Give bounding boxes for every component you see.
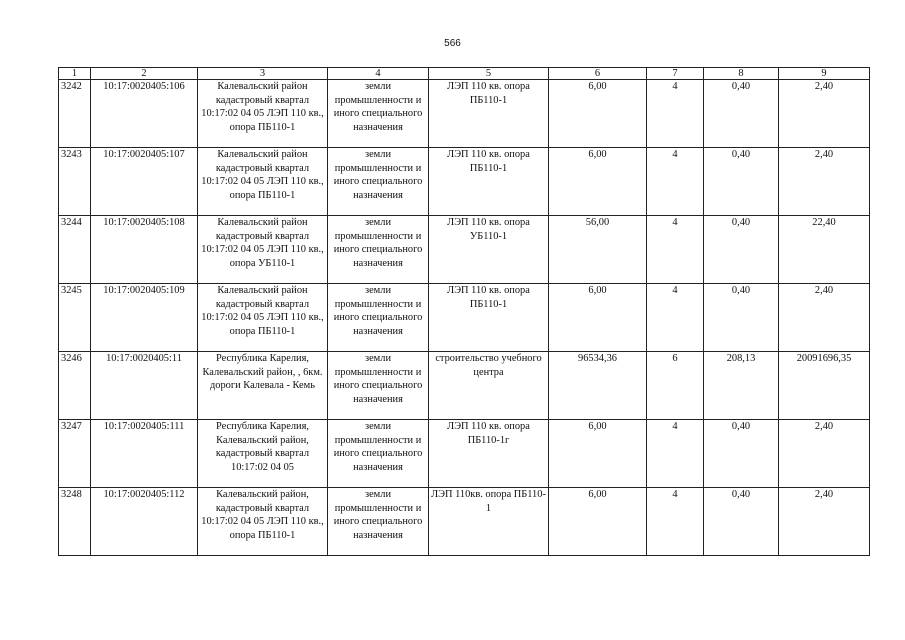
land-category: земли промышленности и иного специального назначения: [328, 80, 429, 148]
cadastral-number: 10:17:0020405:108: [91, 216, 198, 284]
table-row: [59, 216, 870, 284]
land-category: земли промышленности и иного специального назначения: [328, 148, 429, 216]
column-header: 1: [59, 68, 91, 80]
value-col-7: 4: [647, 148, 704, 216]
cadastral-number: 10:17:0020405:111: [91, 420, 198, 488]
value-col-6: 6,00: [549, 420, 647, 488]
row-number: 3246: [59, 352, 91, 420]
value-col-7: 4: [647, 488, 704, 556]
row-number: 3242: [59, 80, 91, 148]
value-col-7: 6: [647, 352, 704, 420]
value-col-8: 0,40: [704, 148, 779, 216]
value-col-9: 22,40: [779, 216, 870, 284]
value-col-8: 208,13: [704, 352, 779, 420]
value-col-8: 0,40: [704, 420, 779, 488]
value-col-6: 96534,36: [549, 352, 647, 420]
land-category: земли промышленности и иного специального назначения: [328, 420, 429, 488]
column-header: 3: [198, 68, 328, 80]
land-register-table: [58, 67, 870, 556]
value-col-6: 56,00: [549, 216, 647, 284]
value-col-8: 0,40: [704, 216, 779, 284]
table-row: [59, 284, 870, 352]
value-col-6: 6,00: [549, 148, 647, 216]
value-col-7: 4: [647, 420, 704, 488]
table-row: [59, 148, 870, 216]
address: Республика Карелия, Калевальский район, кадастровый квартал 10:17:02 04 05: [198, 420, 328, 488]
permitted-use: ЛЭП 110 кв. опора ПБ110-1г: [429, 420, 549, 488]
address: Калевальский район кадастровый квартал 10:17:02 04 05 ЛЭП 110 кв., опора УБ110-1: [198, 216, 328, 284]
value-col-7: 4: [647, 80, 704, 148]
header-row: [59, 68, 870, 80]
cadastral-number: 10:17:0020405:107: [91, 148, 198, 216]
page-number: 566: [444, 38, 461, 49]
land-category: земли промышленности и иного специального назначения: [328, 352, 429, 420]
column-header: 8: [704, 68, 779, 80]
column-header: 5: [429, 68, 549, 80]
permitted-use: строительство учебного центра: [429, 352, 549, 420]
permitted-use: ЛЭП 110кв. опора ПБ110-1: [429, 488, 549, 556]
address: Калевальский район, кадастровый квартал 10:17:02 04 05 ЛЭП 110 кв., опора ПБ110-1: [198, 488, 328, 556]
value-col-9: 2,40: [779, 284, 870, 352]
row-number: 3244: [59, 216, 91, 284]
permitted-use: ЛЭП 110 кв. опора ПБ110-1: [429, 80, 549, 148]
cadastral-number: 10:17:0020405:112: [91, 488, 198, 556]
value-col-9: 20091696,35: [779, 352, 870, 420]
column-header: 6: [549, 68, 647, 80]
value-col-9: 2,40: [779, 420, 870, 488]
address: Калевальский район кадастровый квартал 10:17:02 04 05 ЛЭП 110 кв., опора ПБ110-1: [198, 284, 328, 352]
column-header: 2: [91, 68, 198, 80]
table-row: [59, 488, 870, 556]
value-col-6: 6,00: [549, 488, 647, 556]
value-col-7: 4: [647, 284, 704, 352]
column-header: 9: [779, 68, 870, 80]
cadastral-number: 10:17:0020405:109: [91, 284, 198, 352]
row-number: 3245: [59, 284, 91, 352]
address: Калевальский район кадастровый квартал 10:17:02 04 05 ЛЭП 110 кв., опора ПБ110-1: [198, 148, 328, 216]
value-col-6: 6,00: [549, 80, 647, 148]
column-header: 4: [328, 68, 429, 80]
permitted-use: ЛЭП 110 кв. опора ПБ110-1: [429, 148, 549, 216]
value-col-8: 0,40: [704, 80, 779, 148]
value-col-9: 2,40: [779, 80, 870, 148]
permitted-use: ЛЭП 110 кв. опора ПБ110-1: [429, 284, 549, 352]
value-col-8: 0,40: [704, 488, 779, 556]
address: Калевальский район кадастровый квартал 10:17:02 04 05 ЛЭП 110 кв., опора ПБ110-1: [198, 80, 328, 148]
table-row: [59, 80, 870, 148]
address: Республика Карелия, Калевальский район, , 6км. дороги Калевала - Кемь: [198, 352, 328, 420]
value-col-9: 2,40: [779, 488, 870, 556]
value-col-6: 6,00: [549, 284, 647, 352]
column-header: 7: [647, 68, 704, 80]
row-number: 3243: [59, 148, 91, 216]
row-number: 3247: [59, 420, 91, 488]
cadastral-number: 10:17:0020405:11: [91, 352, 198, 420]
row-number: 3248: [59, 488, 91, 556]
permitted-use: ЛЭП 110 кв. опора УБ110-1: [429, 216, 549, 284]
value-col-9: 2,40: [779, 148, 870, 216]
value-col-8: 0,40: [704, 284, 779, 352]
land-category: земли промышленности и иного специального назначения: [328, 216, 429, 284]
table-row: [59, 352, 870, 420]
land-category: земли промышленности и иного специального назначения: [328, 488, 429, 556]
land-category: земли промышленности и иного специального назначения: [328, 284, 429, 352]
value-col-7: 4: [647, 216, 704, 284]
cadastral-number: 10:17:0020405:106: [91, 80, 198, 148]
table-row: [59, 420, 870, 488]
